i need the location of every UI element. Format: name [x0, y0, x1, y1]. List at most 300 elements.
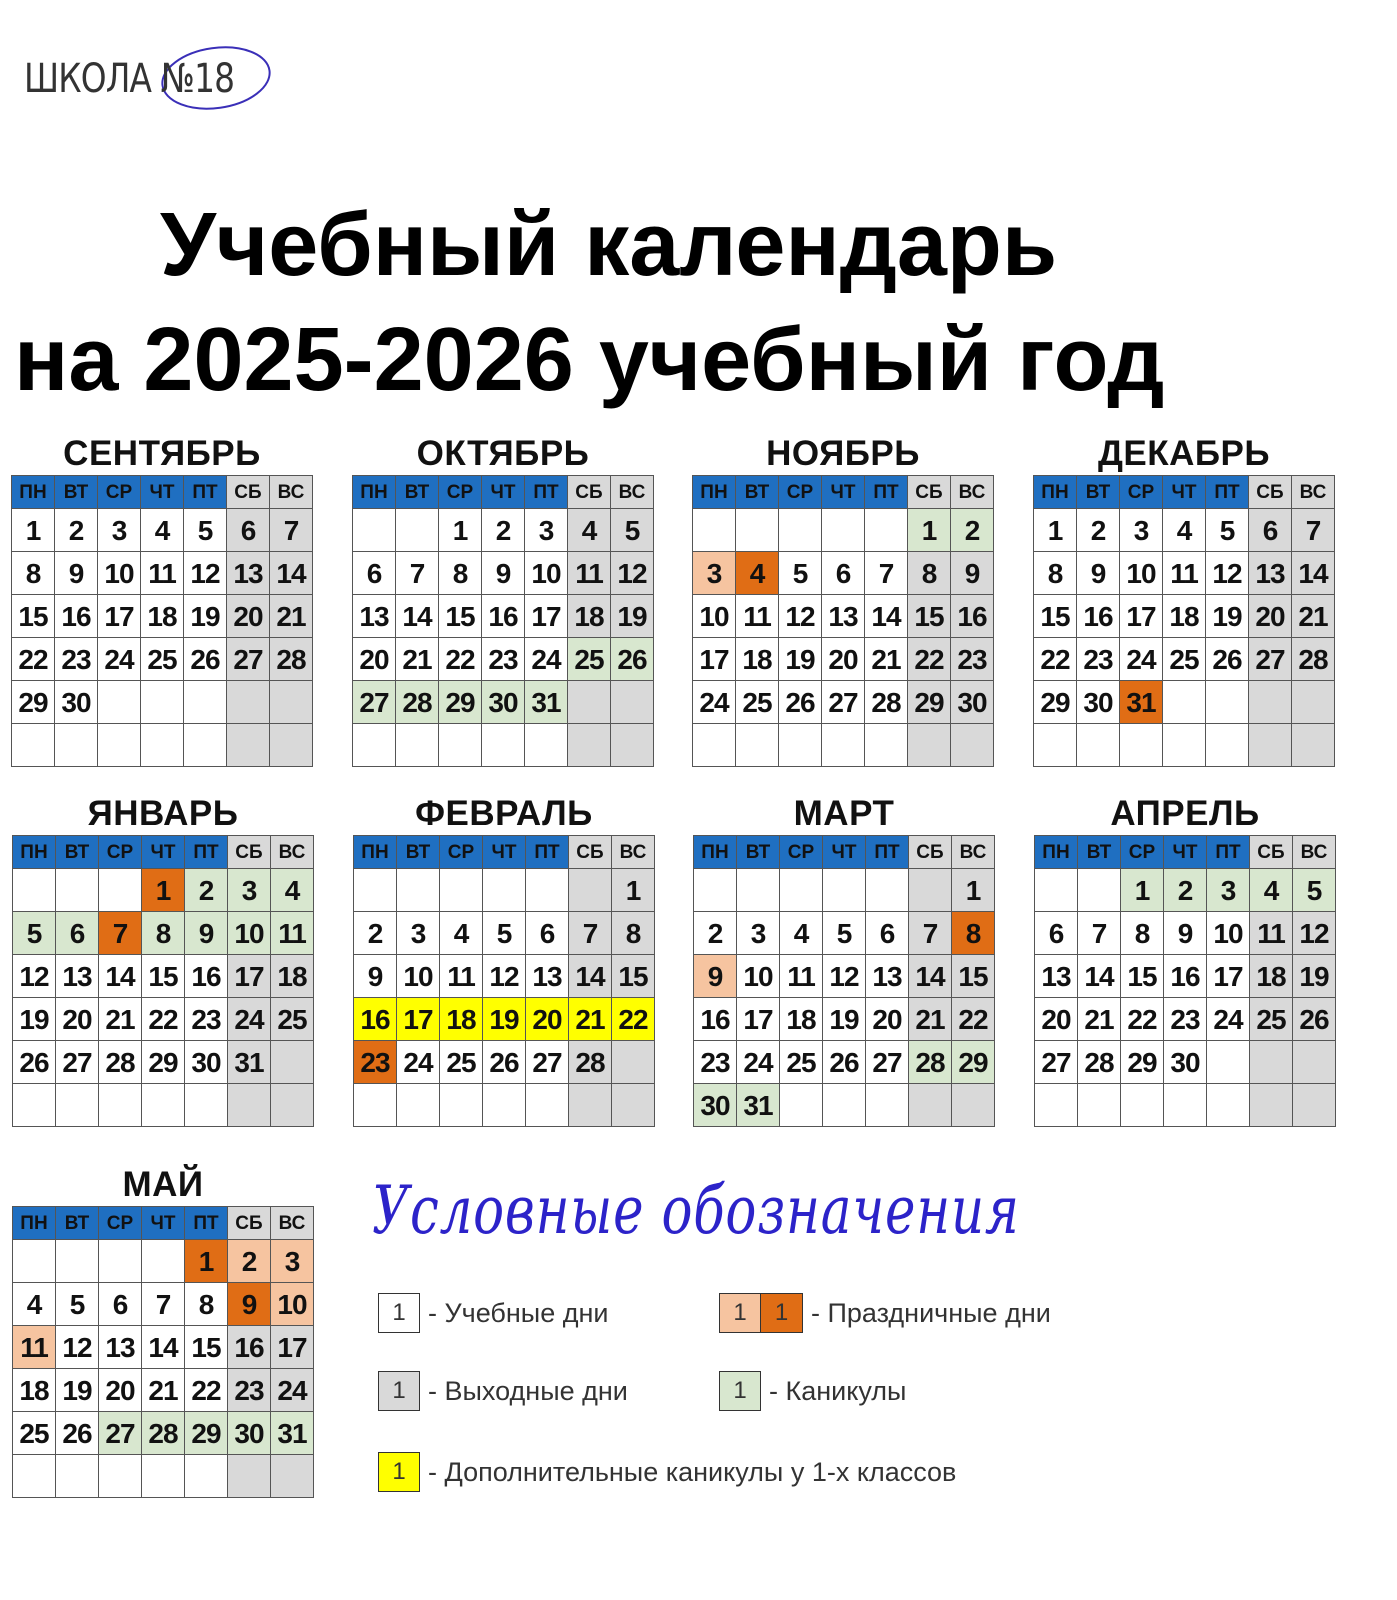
calendar-day: 4	[736, 552, 779, 595]
calendar-day: 22	[1121, 998, 1164, 1041]
calendar-day: 10	[397, 955, 440, 998]
calendar-day: 31	[271, 1412, 314, 1455]
calendar-day: 1	[1121, 869, 1164, 912]
calendar-day: 17	[1120, 595, 1163, 638]
calendar-day: 16	[55, 595, 98, 638]
calendar-day: 11	[141, 552, 184, 595]
legend-label-extra: - Дополнительные каникулы у 1-х классов	[428, 1456, 957, 1487]
calendar-day: 14	[865, 595, 908, 638]
calendar-empty-cell	[569, 869, 612, 912]
calendar-day: 9	[482, 552, 525, 595]
calendar-day: 14	[396, 595, 439, 638]
calendar-day: 1	[142, 869, 185, 912]
calendar-empty-cell	[354, 1084, 397, 1127]
calendar-empty-cell	[909, 1084, 952, 1127]
calendar-day: 21	[909, 998, 952, 1041]
calendar-day: 22	[612, 998, 655, 1041]
calendar-day: 6	[353, 552, 396, 595]
weekday-header: СР	[1121, 836, 1164, 869]
calendar-day: 23	[55, 638, 98, 681]
calendar-empty-cell	[440, 1084, 483, 1127]
calendar-day: 23	[228, 1369, 271, 1412]
calendar-empty-cell	[271, 1041, 314, 1084]
calendar-day: 6	[866, 912, 909, 955]
weekday-header: ЧТ	[1163, 476, 1206, 509]
calendar-day: 14	[270, 552, 313, 595]
calendar-empty-cell	[694, 869, 737, 912]
calendar-day: 2	[354, 912, 397, 955]
calendar-empty-cell	[396, 509, 439, 552]
calendar-day: 12	[779, 595, 822, 638]
calendar-empty-cell	[525, 724, 568, 767]
calendar-day: 23	[185, 998, 228, 1041]
month-name: МАРТ	[793, 794, 895, 833]
calendar-empty-cell	[736, 724, 779, 767]
calendar-day: 18	[780, 998, 823, 1041]
calendar-day: 14	[1292, 552, 1335, 595]
calendar-empty-cell	[56, 869, 99, 912]
calendar-day: 2	[951, 509, 994, 552]
month-grid	[1034, 835, 1336, 1127]
calendar-day: 13	[866, 955, 909, 998]
calendar-day: 15	[142, 955, 185, 998]
calendar-day: 7	[270, 509, 313, 552]
calendar-day: 13	[99, 1326, 142, 1369]
weekday-header: СБ	[228, 1207, 271, 1240]
calendar-day: 24	[1207, 998, 1250, 1041]
month-december	[1033, 433, 1335, 767]
calendar-day: 16	[185, 955, 228, 998]
calendar-empty-cell	[908, 724, 951, 767]
calendar-empty-cell	[1293, 1084, 1336, 1127]
calendar-day: 26	[13, 1041, 56, 1084]
calendar-empty-cell	[184, 724, 227, 767]
calendar-empty-cell	[99, 869, 142, 912]
calendar-empty-cell	[482, 724, 525, 767]
calendar-day: 27	[866, 1041, 909, 1084]
calendar-day: 6	[99, 1283, 142, 1326]
weekday-header: ВС	[611, 476, 654, 509]
calendar-empty-cell	[780, 869, 823, 912]
weekday-header: ВС	[952, 836, 995, 869]
calendar-empty-cell	[1078, 1084, 1121, 1127]
calendar-day: 4	[1163, 509, 1206, 552]
calendar-day: 6	[1249, 509, 1292, 552]
calendar-day: 28	[909, 1041, 952, 1084]
calendar-day: 8	[1121, 912, 1164, 955]
calendar-empty-cell	[693, 724, 736, 767]
calendar-day: 22	[439, 638, 482, 681]
calendar-empty-cell	[99, 1455, 142, 1498]
calendar-day: 25	[568, 638, 611, 681]
calendar-day: 14	[909, 955, 952, 998]
calendar-day: 24	[737, 1041, 780, 1084]
calendar-day: 20	[1035, 998, 1078, 1041]
weekday-header: ПН	[12, 476, 55, 509]
calendar-day: 3	[397, 912, 440, 955]
calendar-day: 7	[142, 1283, 185, 1326]
calendar-day: 23	[354, 1041, 397, 1084]
weekday-header: ВС	[1293, 836, 1336, 869]
calendar-empty-cell	[142, 1240, 185, 1283]
calendar-day: 23	[1077, 638, 1120, 681]
calendar-day: 2	[482, 509, 525, 552]
weekday-header: СБ	[569, 836, 612, 869]
calendar-empty-cell	[865, 509, 908, 552]
calendar-day: 20	[1249, 595, 1292, 638]
calendar-day: 4	[568, 509, 611, 552]
calendar-empty-cell	[568, 681, 611, 724]
calendar-day: 16	[482, 595, 525, 638]
weekday-header: СР	[439, 476, 482, 509]
calendar-day: 20	[526, 998, 569, 1041]
calendar-day: 29	[952, 1041, 995, 1084]
legend-label-vacation: - Каникулы	[769, 1375, 907, 1406]
calendar-empty-cell	[99, 1084, 142, 1127]
calendar-day: 16	[228, 1326, 271, 1369]
weekday-header: ЧТ	[1164, 836, 1207, 869]
calendar-day: 30	[55, 681, 98, 724]
legend-vacation	[719, 1370, 906, 1412]
month-grid	[352, 475, 654, 767]
legend-extra-vacation	[378, 1451, 956, 1493]
calendar-empty-cell	[397, 869, 440, 912]
weekday-header: ЧТ	[141, 476, 184, 509]
calendar-day: 19	[611, 595, 654, 638]
page-title-line-1: Учебный календарь	[160, 195, 1058, 295]
calendar-empty-cell	[612, 1084, 655, 1127]
calendar-empty-cell	[55, 724, 98, 767]
calendar-day: 7	[865, 552, 908, 595]
calendar-day: 22	[1034, 638, 1077, 681]
calendar-day: 2	[694, 912, 737, 955]
calendar-day: 6	[822, 552, 865, 595]
calendar-day: 9	[354, 955, 397, 998]
month-may	[12, 1164, 314, 1498]
calendar-day: 4	[13, 1283, 56, 1326]
calendar-day: 1	[952, 869, 995, 912]
calendar-day: 12	[1293, 912, 1336, 955]
calendar-empty-cell	[483, 1084, 526, 1127]
month-september	[11, 433, 313, 767]
legend-holidays	[719, 1292, 1051, 1334]
calendar-empty-cell	[227, 724, 270, 767]
month-february	[353, 793, 655, 1127]
calendar-empty-cell	[1121, 1084, 1164, 1127]
calendar-day: 11	[736, 595, 779, 638]
calendar-day: 5	[1293, 869, 1336, 912]
calendar-day: 1	[612, 869, 655, 912]
calendar-empty-cell	[951, 724, 994, 767]
calendar-empty-cell	[1035, 869, 1078, 912]
calendar-empty-cell	[611, 681, 654, 724]
calendar-empty-cell	[354, 869, 397, 912]
weekday-header: ЧТ	[482, 476, 525, 509]
calendar-day: 10	[228, 912, 271, 955]
calendar-day: 16	[1164, 955, 1207, 998]
calendar-empty-cell	[98, 724, 141, 767]
calendar-day: 25	[780, 1041, 823, 1084]
calendar-empty-cell	[1163, 724, 1206, 767]
calendar-day: 20	[227, 595, 270, 638]
calendar-empty-cell	[142, 1084, 185, 1127]
calendar-day: 13	[353, 595, 396, 638]
calendar-day: 26	[483, 1041, 526, 1084]
calendar-day: 7	[909, 912, 952, 955]
calendar-empty-cell	[526, 1084, 569, 1127]
calendar-empty-cell	[737, 869, 780, 912]
legend-title: Условные обозначения	[372, 1172, 1020, 1249]
calendar-day: 21	[569, 998, 612, 1041]
calendar-day: 4	[440, 912, 483, 955]
calendar-day: 10	[271, 1283, 314, 1326]
weekday-header: ВС	[271, 836, 314, 869]
calendar-day: 5	[184, 509, 227, 552]
calendar-day: 10	[737, 955, 780, 998]
calendar-day: 31	[1120, 681, 1163, 724]
calendar-day: 24	[271, 1369, 314, 1412]
calendar-day: 14	[142, 1326, 185, 1369]
calendar-empty-cell	[184, 681, 227, 724]
calendar-empty-cell	[440, 869, 483, 912]
calendar-empty-cell	[1164, 1084, 1207, 1127]
calendar-day: 25	[13, 1412, 56, 1455]
calendar-day: 13	[56, 955, 99, 998]
calendar-day: 30	[694, 1084, 737, 1127]
calendar-day: 12	[13, 955, 56, 998]
calendar-day: 15	[1121, 955, 1164, 998]
calendar-day: 4	[141, 509, 184, 552]
calendar-empty-cell	[185, 1455, 228, 1498]
legend-label-study: - Учебные дни	[428, 1297, 609, 1328]
calendar-empty-cell	[1207, 1041, 1250, 1084]
calendar-day: 3	[1120, 509, 1163, 552]
calendar-day: 22	[952, 998, 995, 1041]
calendar-empty-cell	[1078, 869, 1121, 912]
calendar-day: 22	[142, 998, 185, 1041]
calendar-day: 18	[568, 595, 611, 638]
calendar-day: 21	[99, 998, 142, 1041]
weekday-header: ЧТ	[142, 1207, 185, 1240]
weekday-header: СР	[779, 476, 822, 509]
weekday-header: ПТ	[184, 476, 227, 509]
month-april	[1034, 793, 1336, 1127]
calendar-empty-cell	[569, 1084, 612, 1127]
calendar-day: 26	[1293, 998, 1336, 1041]
calendar-day: 27	[1035, 1041, 1078, 1084]
calendar-day: 2	[1164, 869, 1207, 912]
legend-label-days-off: - Выходные дни	[428, 1375, 628, 1406]
calendar-day: 28	[270, 638, 313, 681]
month-october	[352, 433, 654, 767]
calendar-day: 12	[483, 955, 526, 998]
weekday-header: ПН	[353, 476, 396, 509]
weekday-header: ВТ	[56, 836, 99, 869]
weekday-header: ЧТ	[142, 836, 185, 869]
calendar-day: 13	[822, 595, 865, 638]
calendar-day: 12	[184, 552, 227, 595]
calendar-day: 4	[780, 912, 823, 955]
calendar-empty-cell	[397, 1084, 440, 1127]
calendar-empty-cell	[568, 724, 611, 767]
month-name: НОЯБРЬ	[766, 434, 920, 473]
calendar-day: 20	[56, 998, 99, 1041]
calendar-empty-cell	[270, 681, 313, 724]
calendar-empty-cell	[270, 724, 313, 767]
calendar-day: 19	[184, 595, 227, 638]
calendar-day: 10	[98, 552, 141, 595]
calendar-day: 18	[1250, 955, 1293, 998]
weekday-header: ПН	[694, 836, 737, 869]
calendar-day: 2	[185, 869, 228, 912]
calendar-day: 29	[1034, 681, 1077, 724]
calendar-day: 7	[1292, 509, 1335, 552]
calendar-day: 18	[1163, 595, 1206, 638]
month-grid	[12, 835, 314, 1127]
weekday-header: ВС	[612, 836, 655, 869]
legend-study-days	[378, 1292, 608, 1334]
calendar-day: 3	[1207, 869, 1250, 912]
calendar-day: 27	[99, 1412, 142, 1455]
calendar-day: 20	[99, 1369, 142, 1412]
calendar-day: 5	[779, 552, 822, 595]
calendar-empty-cell	[1207, 1084, 1250, 1127]
weekday-header: ЧТ	[483, 836, 526, 869]
calendar-day: 15	[952, 955, 995, 998]
calendar-empty-cell	[13, 1455, 56, 1498]
calendar-day: 8	[185, 1283, 228, 1326]
calendar-day: 4	[271, 869, 314, 912]
weekday-header: ВТ	[737, 836, 780, 869]
calendar-day: 23	[1164, 998, 1207, 1041]
calendar-day: 30	[185, 1041, 228, 1084]
calendar-day: 11	[568, 552, 611, 595]
calendar-day: 5	[13, 912, 56, 955]
calendar-day: 10	[693, 595, 736, 638]
calendar-day: 27	[526, 1041, 569, 1084]
calendar-day: 31	[737, 1084, 780, 1127]
calendar-day: 28	[865, 681, 908, 724]
month-grid	[692, 475, 994, 767]
calendar-day: 17	[98, 595, 141, 638]
calendar-day: 9	[951, 552, 994, 595]
calendar-day: 24	[693, 681, 736, 724]
legend-swatch-days-off: 1	[378, 1371, 420, 1411]
calendar-empty-cell	[56, 1240, 99, 1283]
calendar-day: 18	[271, 955, 314, 998]
weekday-header: СБ	[908, 476, 951, 509]
weekday-header: ВТ	[1078, 836, 1121, 869]
calendar-day: 26	[823, 1041, 866, 1084]
legend-swatch-holiday-light: 1	[719, 1293, 761, 1333]
calendar-day: 15	[12, 595, 55, 638]
month-grid	[11, 475, 313, 767]
calendar-empty-cell	[396, 724, 439, 767]
calendar-empty-cell	[185, 1084, 228, 1127]
calendar-day: 20	[822, 638, 865, 681]
calendar-empty-cell	[1077, 724, 1120, 767]
weekday-header: СР	[99, 1207, 142, 1240]
weekday-header: ПТ	[185, 836, 228, 869]
weekday-header: ЧТ	[823, 836, 866, 869]
calendar-day: 3	[737, 912, 780, 955]
calendar-day: 21	[1078, 998, 1121, 1041]
calendar-day: 22	[185, 1369, 228, 1412]
calendar-empty-cell	[99, 1240, 142, 1283]
calendar-day: 8	[952, 912, 995, 955]
calendar-day: 19	[13, 998, 56, 1041]
calendar-day: 26	[184, 638, 227, 681]
calendar-day: 30	[228, 1412, 271, 1455]
calendar-day: 6	[1035, 912, 1078, 955]
weekday-header: СБ	[227, 476, 270, 509]
calendar-empty-cell	[12, 724, 55, 767]
calendar-empty-cell	[228, 1455, 271, 1498]
calendar-day: 19	[1206, 595, 1249, 638]
calendar-day: 15	[908, 595, 951, 638]
calendar-day: 29	[1121, 1041, 1164, 1084]
month-grid	[693, 835, 995, 1127]
calendar-day: 9	[1164, 912, 1207, 955]
calendar-day: 17	[228, 955, 271, 998]
calendar-day: 23	[694, 1041, 737, 1084]
calendar-day: 9	[228, 1283, 271, 1326]
calendar-day: 30	[951, 681, 994, 724]
calendar-day: 2	[228, 1240, 271, 1283]
calendar-day: 18	[440, 998, 483, 1041]
calendar-empty-cell	[1250, 1084, 1293, 1127]
calendar-empty-cell	[483, 869, 526, 912]
weekday-header: ПТ	[185, 1207, 228, 1240]
calendar-day: 6	[56, 912, 99, 955]
calendar-empty-cell	[1206, 724, 1249, 767]
weekday-header: СБ	[228, 836, 271, 869]
calendar-day: 24	[397, 1041, 440, 1084]
weekday-header: ВТ	[1077, 476, 1120, 509]
legend-swatch-vacation: 1	[719, 1371, 761, 1411]
calendar-day: 17	[737, 998, 780, 1041]
weekday-header: СБ	[1250, 836, 1293, 869]
month-grid	[1033, 475, 1335, 767]
calendar-empty-cell	[1163, 681, 1206, 724]
calendar-day: 29	[908, 681, 951, 724]
calendar-day: 29	[439, 681, 482, 724]
weekday-header: ПТ	[1207, 836, 1250, 869]
weekday-header: ВС	[951, 476, 994, 509]
calendar-day: 14	[99, 955, 142, 998]
calendar-empty-cell	[866, 869, 909, 912]
calendar-day: 10	[525, 552, 568, 595]
calendar-day: 25	[736, 681, 779, 724]
calendar-day: 21	[396, 638, 439, 681]
weekday-header: ВТ	[56, 1207, 99, 1240]
weekday-header: ВТ	[55, 476, 98, 509]
calendar-day: 8	[12, 552, 55, 595]
calendar-empty-cell	[865, 724, 908, 767]
calendar-day: 11	[271, 912, 314, 955]
calendar-day: 25	[1163, 638, 1206, 681]
calendar-day: 28	[142, 1412, 185, 1455]
calendar-empty-cell	[13, 1240, 56, 1283]
calendar-empty-cell	[13, 869, 56, 912]
calendar-day: 8	[908, 552, 951, 595]
calendar-day: 28	[99, 1041, 142, 1084]
legend-swatch-extra: 1	[378, 1452, 420, 1492]
calendar-day: 24	[98, 638, 141, 681]
calendar-day: 1	[908, 509, 951, 552]
calendar-day: 10	[1120, 552, 1163, 595]
legend-swatch-holiday: 1	[761, 1293, 803, 1333]
